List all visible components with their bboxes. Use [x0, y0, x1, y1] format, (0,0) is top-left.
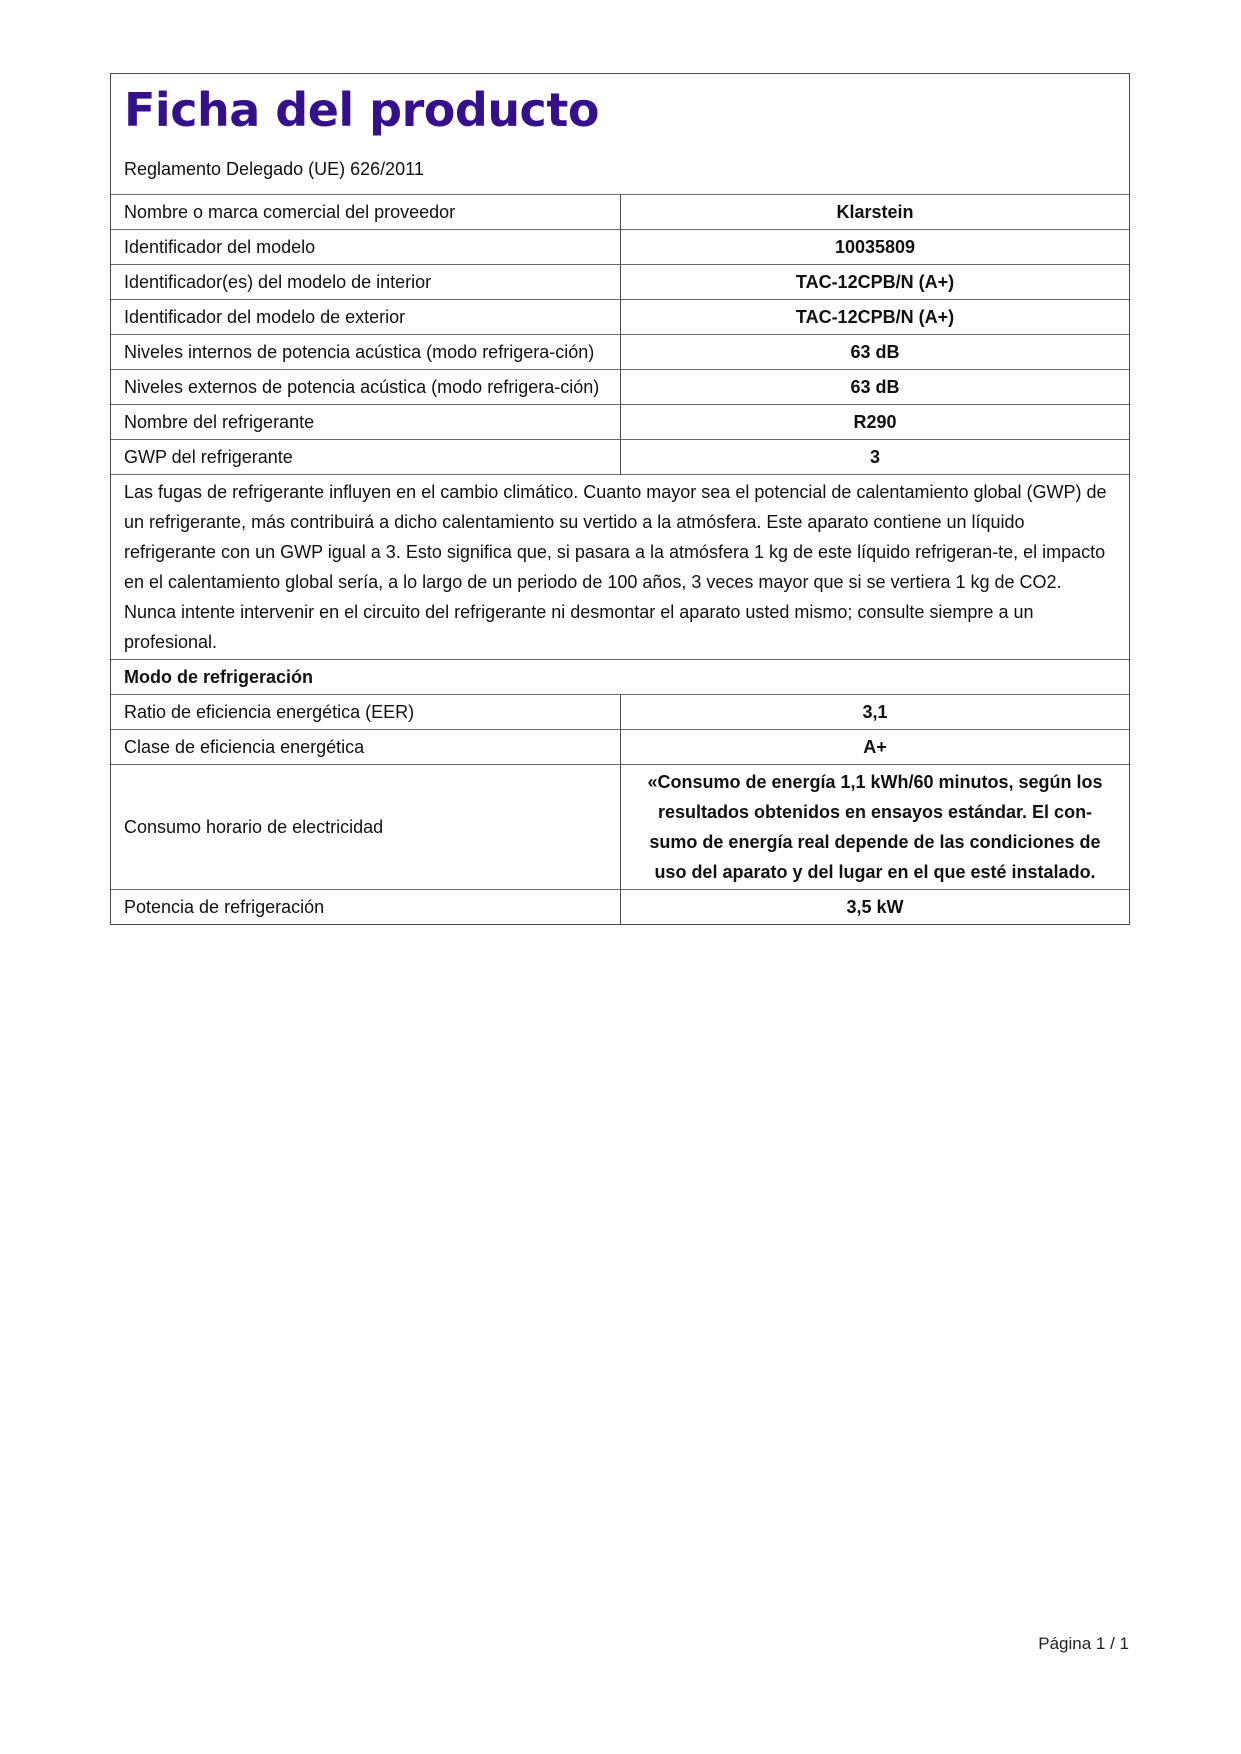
row-label: Ratio de eficiencia energética (EER) [111, 695, 621, 730]
table-row [111, 335, 1129, 370]
table-row [111, 300, 1129, 335]
row-label: Identificador(es) del modelo de interior [111, 265, 621, 300]
row-value: 3,5 kW [621, 890, 1130, 925]
row-label: Potencia de refrigeración [111, 890, 621, 925]
page-number: Página 1 / 1 [1038, 1634, 1129, 1653]
row-value: 3 [621, 440, 1130, 475]
sheet-header [111, 74, 1129, 195]
row-label: Identificador del modelo [111, 230, 621, 265]
row-value: 10035809 [621, 230, 1130, 265]
row-value: R290 [621, 405, 1130, 440]
regulation-reference: Reglamento Delegado (UE) 626/2011 [124, 159, 424, 179]
row-label: Niveles externos de potencia acústica (modo refrigera-ción) [111, 370, 621, 405]
row-value: «Consumo de energía 1,1 kWh/60 minutos, según los resultados obtenidos en ensayos estándar. El con-sumo de energía real depende de las condiciones de uso del aparato y del lugar en el que esté instalado. [621, 765, 1130, 890]
table-row [111, 370, 1129, 405]
row-value: 63 dB [621, 335, 1130, 370]
table-row [111, 440, 1129, 475]
row-value: 3,1 [621, 695, 1130, 730]
row-label: Niveles internos de potencia acústica (modo refrigera-ción) [111, 335, 621, 370]
row-label: Consumo horario de electricidad [111, 765, 621, 890]
table-row [111, 195, 1129, 230]
row-label: GWP del refrigerante [111, 440, 621, 475]
refrigerant-notice: Las fugas de refrigerante influyen en el cambio climático. Cuanto mayor sea el potencial de calentamiento global (GWP) de un refrigerante, más contribuirá a dicho calentamiento su vertido a la atmósfera. Este aparato contiene un líquido refrigerante con un GWP igual a 3. Esto significa que, si pasara a la atmósfera 1 kg de este líquido refrigeran-te, el impacto en el calentamiento global sería, a lo largo de un periodo de 100 años, 3 veces mayor que si se vertiera 1 kg de CO2. Nunca intente intervenir en el circuito del refrigerante ni desmontar el aparato usted mismo; consulte siempre a un profesional. [111, 475, 1129, 660]
page-title: Ficha del producto [124, 83, 599, 137]
product-sheet [110, 73, 1130, 925]
section-heading-row [111, 660, 1129, 695]
row-value: TAC-12CPB/N (A+) [621, 265, 1130, 300]
row-label: Clase de eficiencia energética [111, 730, 621, 765]
row-value: Klarstein [836, 202, 914, 222]
section-heading: Modo de refrigeración [111, 660, 1129, 695]
table-row [111, 890, 1129, 925]
row-value: A+ [621, 730, 1130, 765]
product-info-table [111, 195, 1129, 924]
table-row [111, 730, 1129, 765]
table-row [111, 405, 1129, 440]
row-label: Identificador del modelo de exterior [111, 300, 621, 335]
notice-row [111, 475, 1129, 660]
row-label: Nombre del refrigerante [111, 405, 621, 440]
table-row [111, 695, 1129, 730]
table-row [111, 230, 1129, 265]
row-value: TAC-12CPB/N (A+) [621, 300, 1130, 335]
row-label: Nombre o marca comercial del proveedor [111, 195, 621, 230]
table-row [111, 265, 1129, 300]
row-value: 63 dB [621, 370, 1130, 405]
table-row [111, 765, 1129, 890]
